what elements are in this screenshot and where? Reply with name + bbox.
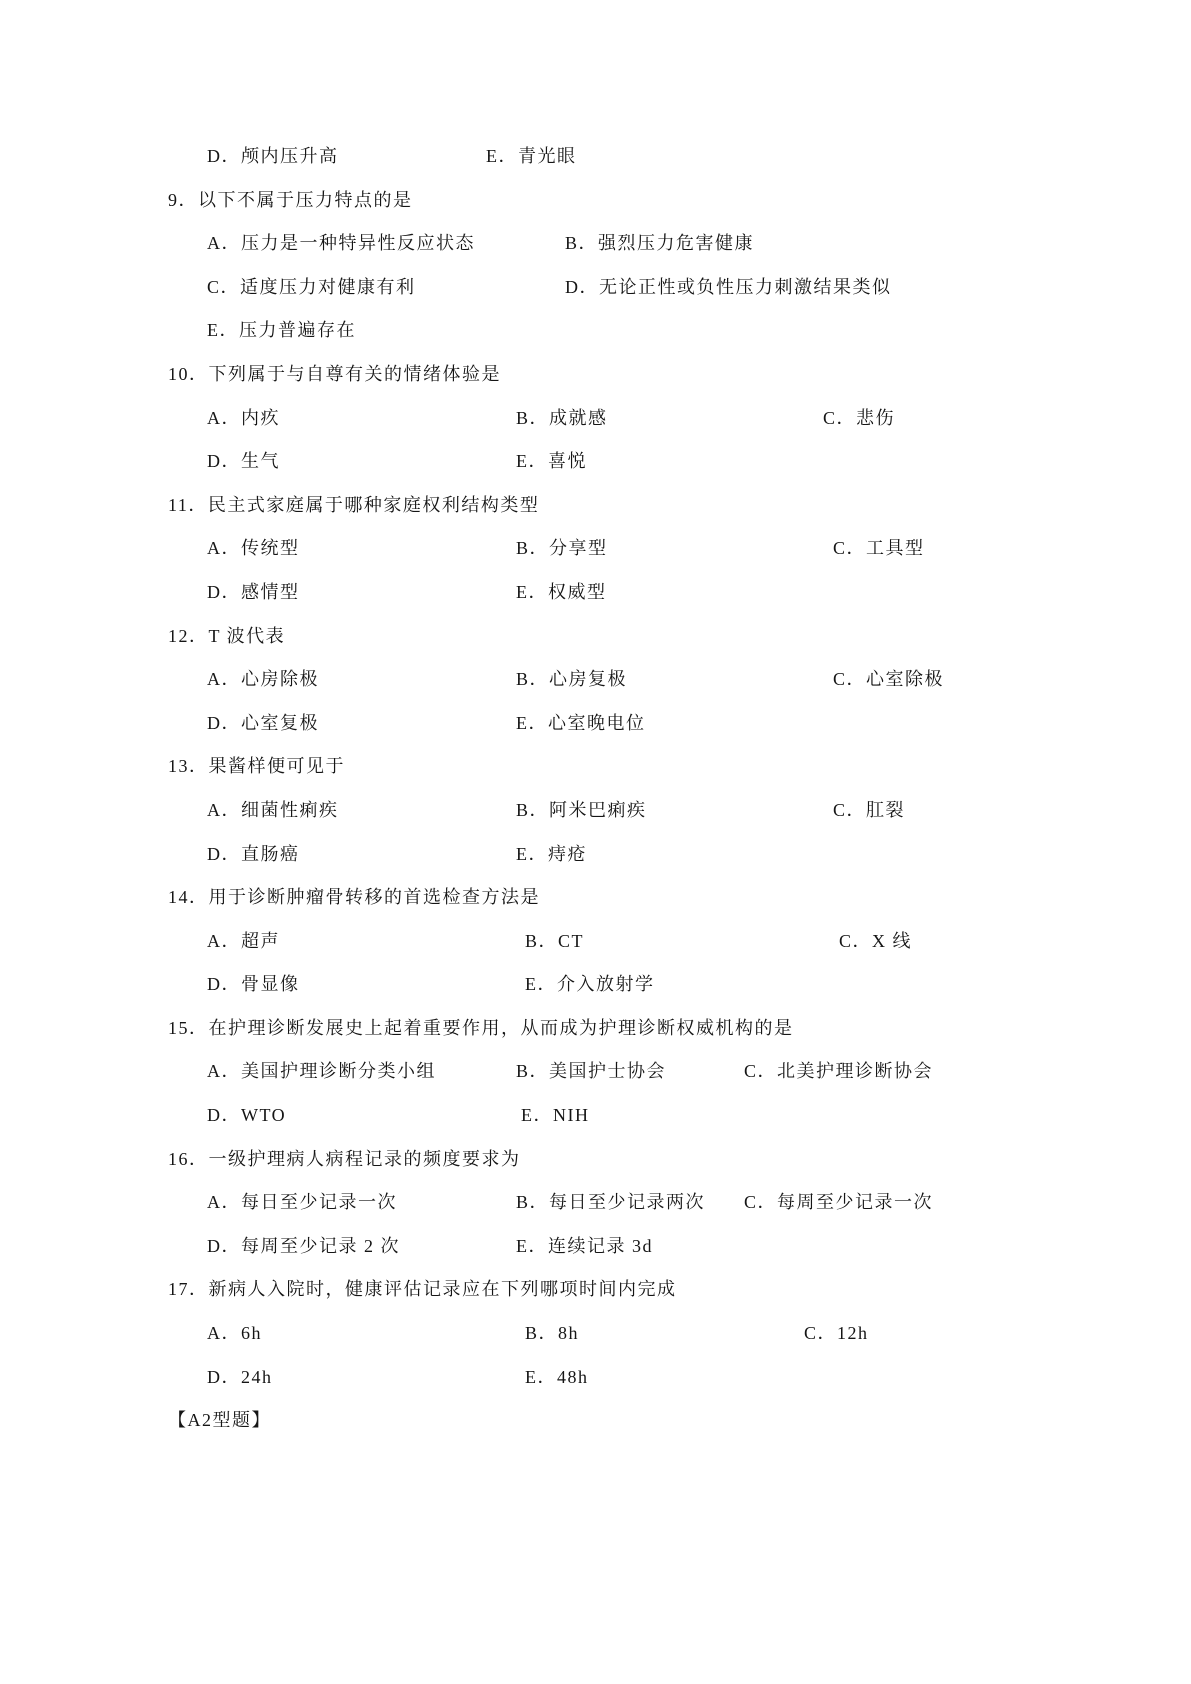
option-b: B．心房复极 — [516, 669, 628, 690]
option-d: D．骨显像 — [207, 974, 300, 995]
question-15 — [0, 1007, 1191, 1138]
question-text: T 波代表 — [208, 625, 286, 646]
option-a: A．6h — [207, 1323, 262, 1344]
option-a: A．内疚 — [207, 407, 280, 428]
question-number: 14． — [168, 887, 209, 908]
option-e: E．连续记录 3d — [516, 1235, 653, 1256]
question-13 — [0, 745, 1191, 876]
option-b: B．每日至少记录两次 — [516, 1192, 706, 1213]
question-text: 下列属于与自尊有关的情绪体验是 — [208, 363, 501, 384]
option-c: C．心室除极 — [833, 669, 945, 690]
question-stem — [168, 179, 413, 223]
question-16 — [0, 1138, 1191, 1269]
option-c: C．每周至少记录一次 — [744, 1192, 934, 1213]
option-d: D．心室复极 — [207, 712, 319, 733]
option-d: D．直肠癌 — [207, 843, 300, 864]
question-stem — [168, 745, 345, 789]
question-14 — [0, 876, 1191, 1007]
question-number: 10． — [168, 363, 209, 384]
option-a: A．压力是一种特异性反应状态 — [207, 233, 475, 254]
question-text: 新病人入院时，健康评估记录应在下列哪项时间内完成 — [208, 1279, 677, 1300]
option-b: B．8h — [525, 1323, 580, 1344]
question-12 — [0, 615, 1191, 746]
option-d: D．感情型 — [207, 581, 300, 602]
question-stem — [168, 615, 285, 659]
question-stem — [168, 353, 501, 397]
option-c: C．适度压力对健康有利 — [207, 276, 416, 297]
question-10 — [0, 353, 1191, 484]
option-e: E．心室晚电位 — [516, 712, 646, 733]
option-d: D．24h — [207, 1366, 273, 1387]
question-8-continued — [0, 135, 1191, 179]
question-number: 16． — [168, 1148, 209, 1169]
question-stem — [168, 1138, 521, 1182]
option-c: C．北美护理诊断协会 — [744, 1061, 934, 1082]
question-stem — [168, 484, 539, 528]
option-a: A．传统型 — [207, 538, 300, 559]
option-e: E．权威型 — [516, 581, 607, 602]
question-text: 在护理诊断发展史上起着重要作用，从而成为护理诊断权威机构的是 — [208, 1017, 794, 1038]
question-number: 15． — [168, 1017, 209, 1038]
question-text: 民主式家庭属于哪种家庭权利结构类型 — [207, 494, 540, 515]
option-b: B．成就感 — [516, 407, 608, 428]
question-stem — [168, 1268, 677, 1312]
option-d: D．生气 — [207, 451, 280, 472]
question-number: 11． — [168, 494, 208, 515]
option-d: D．无论正性或负性压力刺激结果类似 — [565, 276, 892, 297]
option-c: C．悲伤 — [823, 407, 896, 428]
question-11 — [0, 484, 1191, 615]
option-e: E．痔疮 — [516, 843, 587, 864]
option-e: E．NIH — [521, 1105, 590, 1126]
question-stem — [168, 876, 540, 920]
option-d: D．每周至少记录 2 次 — [207, 1235, 400, 1256]
option-a: A．细菌性痢疾 — [207, 799, 339, 820]
question-number: 12． — [168, 625, 209, 646]
option-a: A．每日至少记录一次 — [207, 1192, 397, 1213]
question-17 — [0, 1268, 1191, 1399]
option-a: A．心房除极 — [207, 669, 319, 690]
question-9 — [0, 179, 1191, 353]
question-text: 用于诊断肿瘤骨转移的首选检查方法是 — [208, 887, 540, 908]
option-e: E．48h — [525, 1366, 589, 1387]
option-d: D．WTO — [207, 1105, 287, 1126]
option-e: E．青光眼 — [486, 146, 577, 166]
option-a: A．美国护理诊断分类小组 — [207, 1061, 436, 1082]
question-text: 一级护理病人病程记录的频度要求为 — [208, 1148, 521, 1169]
option-c: C．12h — [804, 1323, 869, 1344]
option-b: B．美国护士协会 — [516, 1061, 667, 1082]
question-stem — [168, 1007, 794, 1051]
section-heading: 【A2型题】 — [168, 1410, 271, 1431]
question-number: 13． — [168, 756, 209, 777]
option-c: C．X 线 — [839, 930, 913, 951]
option-c: C．工具型 — [833, 538, 925, 559]
option-c: C．肛裂 — [833, 799, 906, 820]
question-number: 17． — [168, 1279, 209, 1300]
option-a: A．超声 — [207, 930, 280, 951]
option-d: D．颅内压升高 — [207, 146, 339, 166]
option-e: E．喜悦 — [516, 451, 587, 472]
option-b: B．阿米巴痢疾 — [516, 799, 647, 820]
question-number: 9． — [168, 189, 198, 210]
question-text: 以下不属于压力特点的是 — [198, 189, 413, 210]
question-text: 果酱样便可见于 — [208, 756, 345, 777]
option-b: B．强烈压力危害健康 — [565, 233, 755, 254]
option-b: B．CT — [525, 930, 585, 951]
option-b: B．分享型 — [516, 538, 608, 559]
option-e: E．压力普遍存在 — [207, 320, 356, 341]
option-e: E．介入放射学 — [525, 974, 655, 995]
